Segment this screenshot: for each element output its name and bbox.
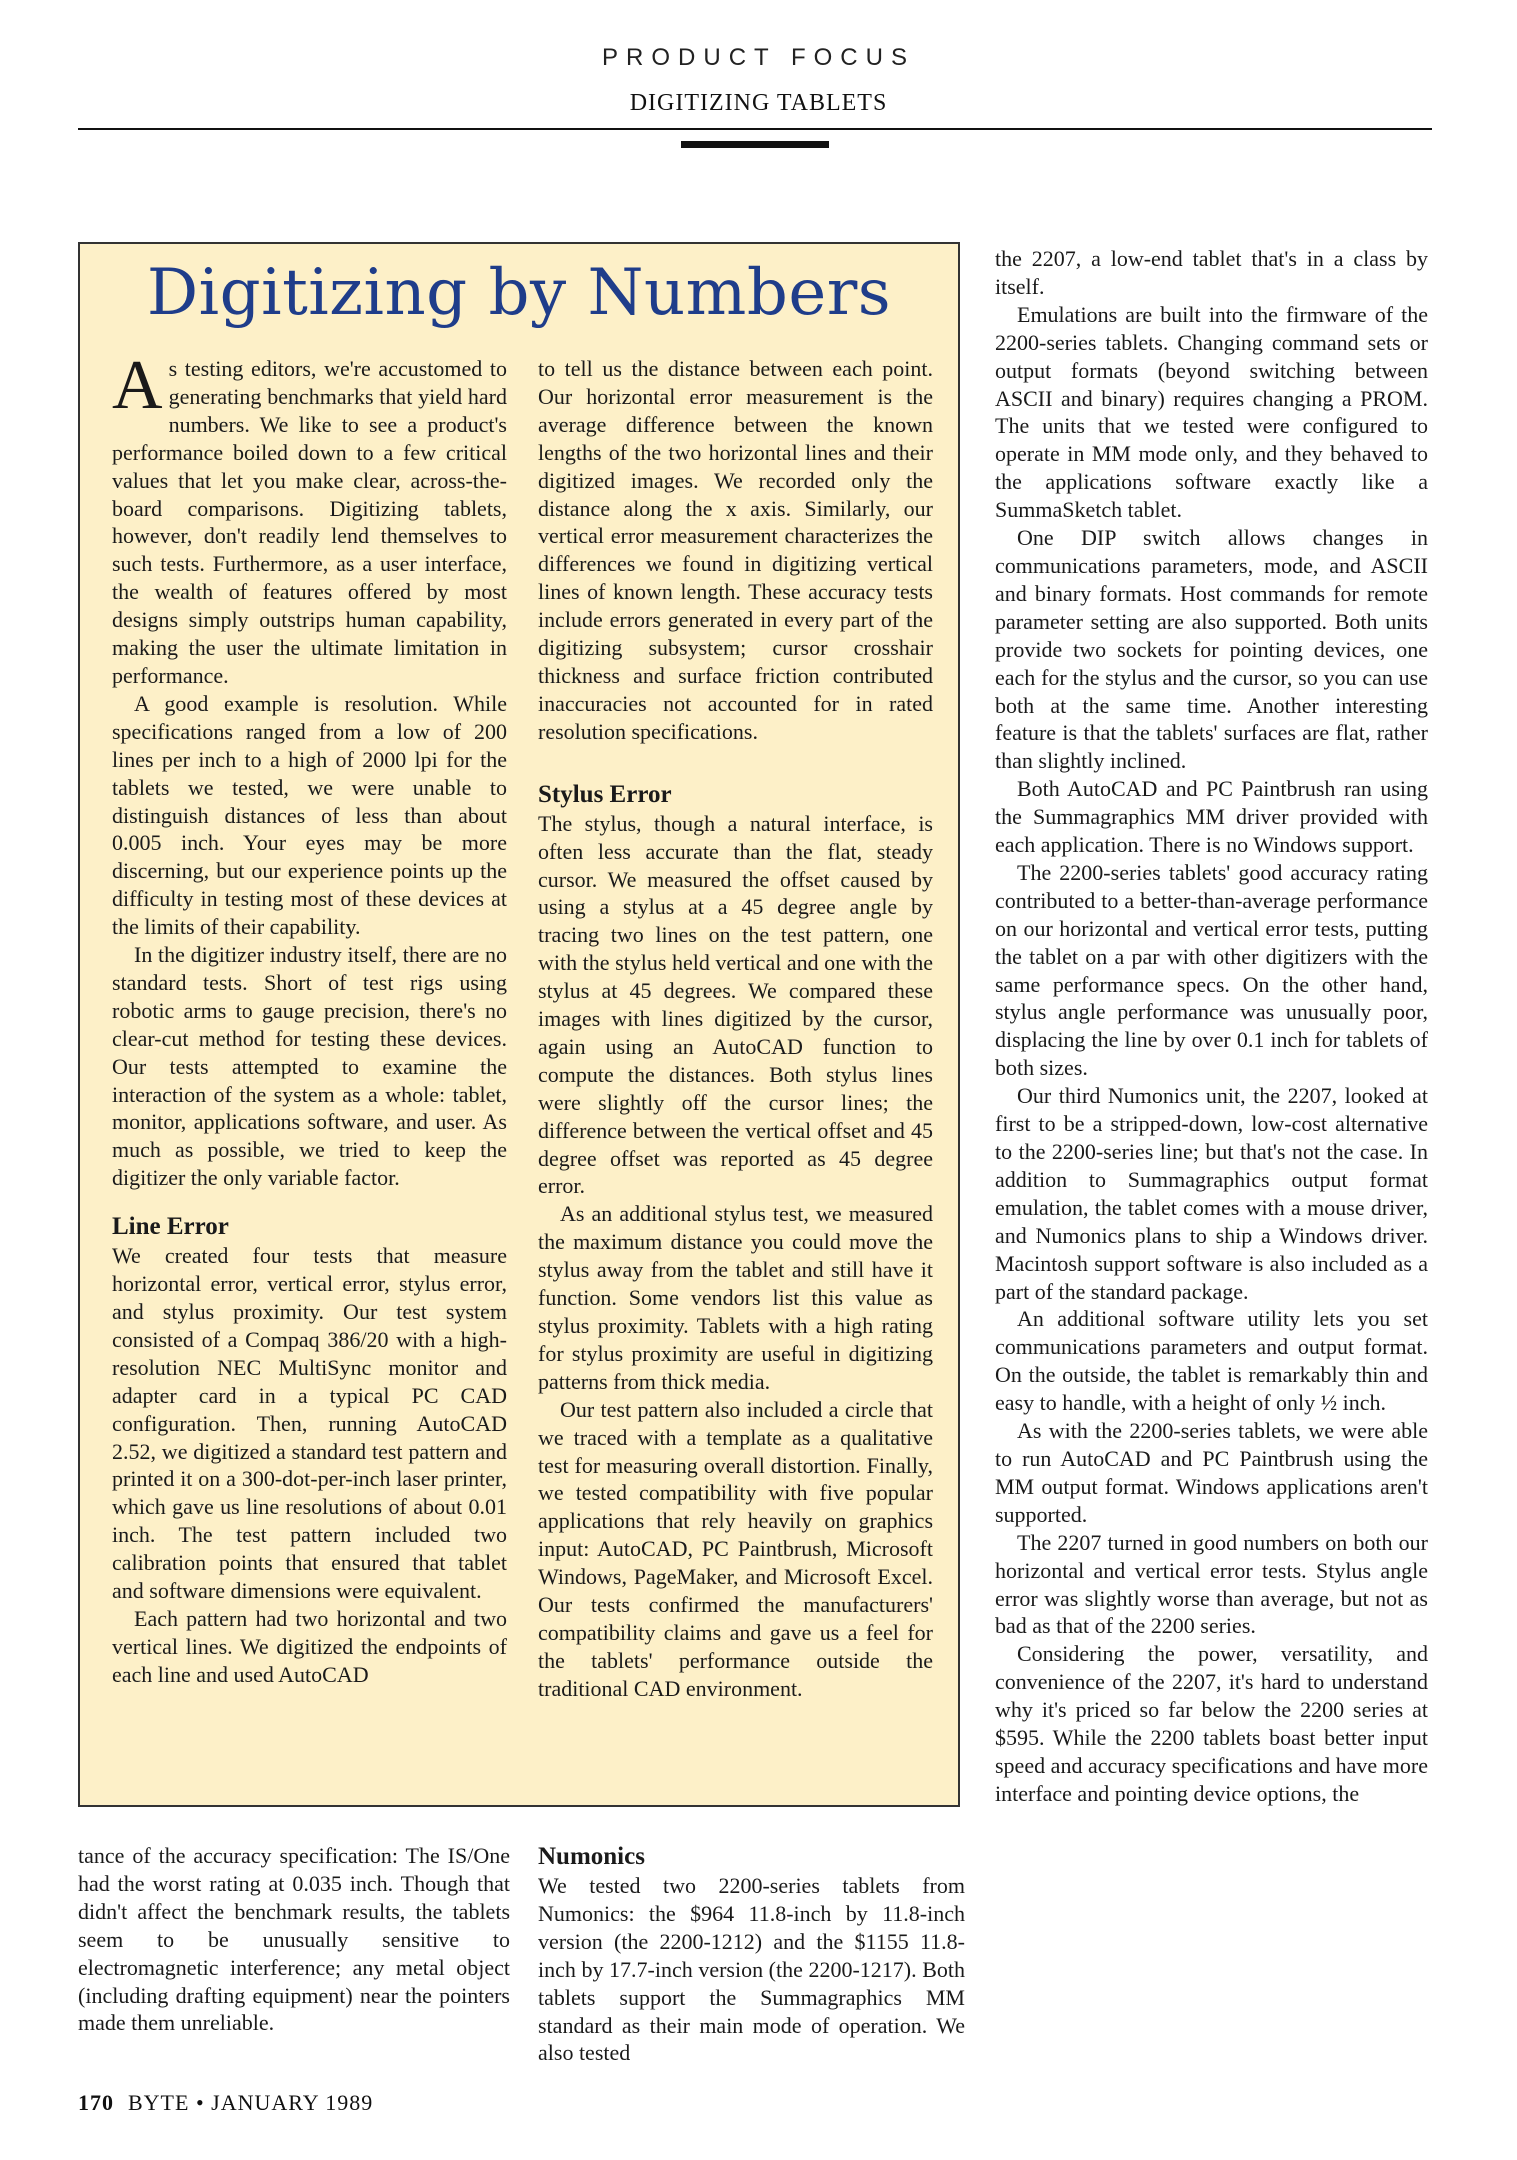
paragraph: Emulations are built into the firmware of the 2200-series tablets. Changing command sets or output formats (beyond switching between ASCII and binary) requires changing a PROM. The units that we tested were configured to operate in MM mode only, and they behaved to the applications software exactly like a SummaSketch tablet. [995,301,1428,523]
page-footer [78,2090,373,2116]
paragraph: the 2207, a low-end tablet that's in a class by itself. [995,246,1428,299]
paragraph: A good example is resolution. While specifications ranged from a low of 200 lines per inch to a high of 2000 lpi for the tablets we tested, we were unable to distinguish distances of less than about 0.005 inch. Your eyes may be more discerning, but our experience points up the difficulty in testing most of these devices at the limits of their capability. [112,690,507,940]
paragraph-text: s testing editors, we're accustomed to generating benchmarks that yield hard numbers. We like to see a product's performance boiled down to a few critical values that let you make clear, across-the-board comparisons. Digitizing tablets, however, don't readily lend themselves to such tests. Furthermore, as a user interface, the wealth of features offered by most designs simply outstrips human capability, making the user the ultimate limitation in performance. [112,356,507,688]
main-column-left [78,1842,510,2037]
sidebar-title: Digitizing by Numbers [146,256,892,330]
section-label: PRODUCT FOCUS [602,44,915,71]
header-rule-accent [681,141,829,148]
paragraph: Both AutoCAD and PC Paintbrush ran using the Summagraphics MM driver provided with each application. There is no Windows support. [995,776,1428,858]
header-rule [78,128,1432,130]
paragraph: The 2200-series tablets' good accuracy rating contributed to a better-than-average performance on our horizontal and vertical error tests, putting the tablet on a par with other digitizers with the same performance specs. On the other hand, stylus angle performance was unusually poor, displacing the line by over 0.1 inch for tablets of both sizes. [995,859,1428,1081]
publication-line: BYTE • JANUARY 1989 [128,2090,374,2115]
paragraph: Our test pattern also included a circle that we traced with a template as a qualitative test for measuring overall distortion. Finally, we tested compatibility with five popular applications that rely heavily on graphics input: AutoCAD, PC Paintbrush, Microsoft Windows, PageMaker, and Microsoft Excel. Our tests confirmed the manufacturers' compatibility claims and gave us a feel for the tablets' performance outside the traditional CAD environment. [538,1396,933,1701]
paragraph: An additional software utility lets you set communications parameters and output format. On the outside, the tablet is remarkably thin and easy to handle, with a height of only ½ inch. [995,1306,1428,1416]
paragraph: Considering the power, versatility, and convenience of the 2207, it's hard to understand why it's priced so far below the 2200 series at $595. While the 2200 tablets boast better input speed and accuracy specifications and have more interface and pointing device options, the [995,1641,1428,1806]
paragraph: The 2207 turned in good numbers on both our horizontal and vertical error tests. Stylus angle error was slightly worse than average, but not as bad as that of the 2200 series. [995,1529,1428,1639]
page-number: 170 [78,2090,114,2115]
sidebar-column-right [538,355,933,1703]
paragraph: In the digitizer industry itself, there are no standard tests. Short of test rigs using robotic arms to gauge precision, there's no clear-cut method for testing these devices. Our tests attempted to examine the interaction of the system as a whole: tablet, monitor, applications software, and user. As much as possible, we tried to keep the digitizer the only variable factor. [112,942,507,1191]
paragraph: As an additional stylus test, we measured the maximum distance you could move the stylus away from the tablet and still have it function. Some vendors list this value as stylus proximity. Tablets with a high rating for stylus proximity are useful in digitizing patterns from thick media. [538,1201,933,1394]
paragraph: tance of the accuracy specification: The IS/One had the worst rating at 0.035 inch. Though that didn't affect the benchmark results, the tablets seem to be unusually sensitive to electromagnetic interference; any metal object (including drafting equipment) near the pointers made them unreliable. [78,1843,510,2036]
paragraph: Our third Numonics unit, the 2207, looked at first to be a stripped-down, low-cost alternative to the 2200-series line; but that's not the case. In addition to Summagraphics output format emulation, the tablet comes with a mouse driver, and Numonics plans to ship a Windows driver. Macintosh support software is also included as a part of the standard package. [995,1083,1428,1304]
sidebar-column-left [112,347,507,1689]
paragraph [112,347,507,690]
paragraph: The stylus, though a natural interface, is often less accurate than the flat, steady cursor. We measured the offset caused by using a stylus at a 45 degree angle by tracing two lines on the test pattern, one with the stylus held vertical and one with the stylus at 45 degrees. We compared these images with lines digitized by the cursor, again using an AutoCAD function to compute the distances. Both stylus lines were slightly off the cursor lines; the difference between the vertical offset and 45 degree offset was reported as 45 degree error. [538,810,933,1199]
paragraph: As with the 2200-series tablets, we were able to run AutoCAD and PC Paintbrush using the MM output format. Windows applications aren't supported. [995,1418,1428,1527]
paragraph: We created four tests that measure horizontal error, vertical error, stylus error, and stylus proximity. Our test system consisted of a Compaq 386/20 with a high-resolution NEC MultiSync monitor and adapter card in a typical PC CAD configuration. Then, running AutoCAD 2.52, we digitized a standard test pattern and printed it on a 300-dot-per-inch laser printer, which gave us line resolutions of about 0.01 inch. The test pattern included two calibration points that ensured that tablet and software dimensions were equivalent. [112,1243,507,1604]
subheading-stylus-error: Stylus Error [538,780,672,808]
subheading-line-error: Line Error [112,1213,229,1241]
topic-label: DIGITIZING TABLETS [629,90,888,116]
drop-cap: A [112,347,163,424]
paragraph: to tell us the distance between each point. Our horizontal error measurement is the average difference between the known lengths of the two horizontal lines and their digitized images. We recorded only the distance along the x axis. Similarly, our vertical error measurement characterizes the differences we found in digitizing vertical lines of known length. These accuracy tests include errors generated in every part of the digitizing subsystem; cursor crosshair thickness and surface friction contributed inaccuracies not accounted for in rated resolution specifications. [538,356,933,744]
paragraph: We tested two 2200-series tablets from Numonics: the $964 11.8-inch by 11.8-inch version (the 2200-1212) and the $1155 11.8-inch by 17.7-inch version (the 2200-1217). Both tablets support the Summagraphics MM standard as their main mode of operation. We also tested [538,1873,965,2066]
main-column-middle [538,1842,965,2067]
paragraph: One DIP switch allows changes in communications parameters, mode, and ASCII and binary formats. Host commands for remote parameter setting are also supported. Both units provide two sockets for pointing devices, one each for the stylus and the cursor, so you can use both at the same time. Another interesting feature is that the tablets' surfaces are flat, rather than slightly inclined. [995,525,1428,774]
subheading-numonics: Numonics [538,1843,645,1870]
main-column-right [995,245,1428,1808]
paragraph: Each pattern had two horizontal and two vertical lines. We digitized the endpoints of each line and used AutoCAD [112,1605,507,1687]
